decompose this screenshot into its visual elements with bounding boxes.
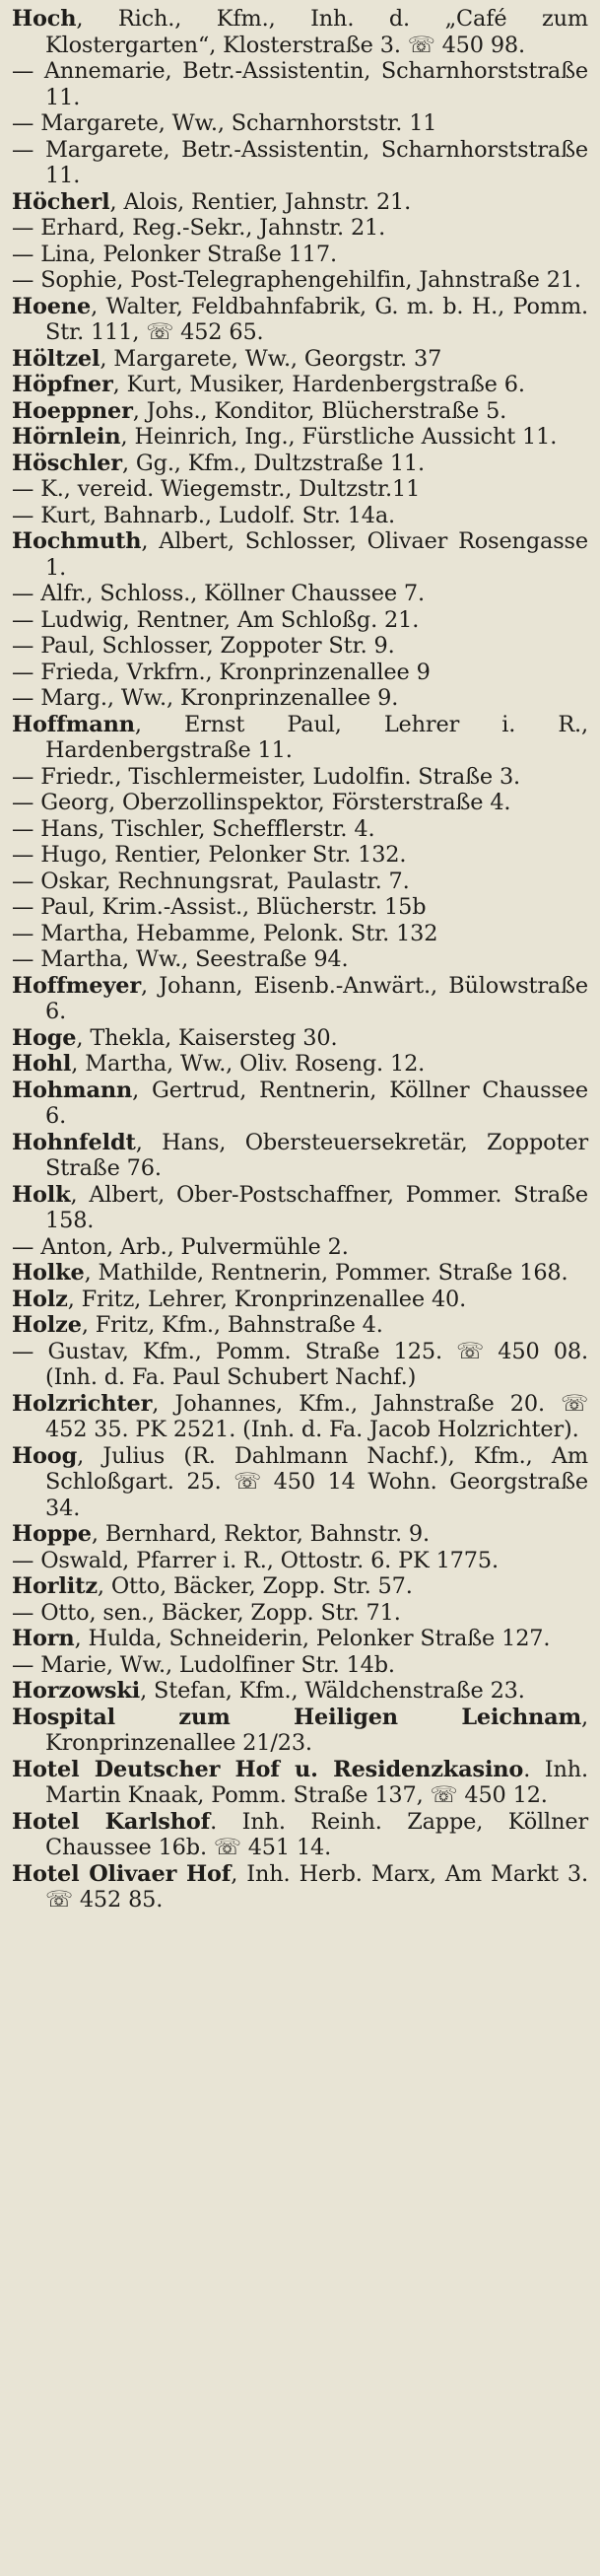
- directory-entry: [12, 346, 588, 373]
- directory-entry: [12, 1705, 588, 1757]
- directory-entry: [12, 398, 588, 425]
- entry-details: , Fritz, Kfm., Bahnstraße 4.: [81, 1312, 383, 1338]
- entry-surname: Hoppe: [12, 1521, 92, 1547]
- entry-details: , Albert, Ober-Postschaffner, Pommer. Straße 158.: [45, 1181, 588, 1233]
- entry-details: — Friedr., Tischlermeister, Ludolfin. Straße 3.: [12, 763, 521, 790]
- directory-entry: [12, 712, 588, 764]
- directory-entry: [12, 1861, 588, 1914]
- directory-entry: [12, 1757, 588, 1809]
- directory-entry: [12, 503, 588, 529]
- entry-details: . Inh. Martin Knaak, Pomm. Straße 137, ☏ 450 12.: [45, 1756, 588, 1808]
- entry-details: — Gustav, Kfm., Pomm. Straße 125. ☏ 450 08. (Inh. d. Fa. Paul Schubert Nachf.): [12, 1338, 588, 1390]
- entry-details: — Martha, Ww., Seestraße 94.: [12, 946, 349, 972]
- directory-entry: [12, 1339, 588, 1391]
- entry-surname: Hoog: [12, 1442, 78, 1469]
- entry-details: — Annemarie, Betr.-Assistentin, Scharnhorststraße 11.: [12, 58, 588, 110]
- entry-details: — Erhard, Reg.-Sekr., Jahnstr. 21.: [12, 215, 386, 241]
- entry-details: — Oskar, Rechnungsrat, Paulastr. 7.: [12, 868, 410, 894]
- directory-entry: [12, 476, 588, 503]
- entry-details: , Martha, Ww., Oliv. Roseng. 12.: [71, 1051, 426, 1077]
- directory-entry: [12, 1626, 588, 1652]
- entry-surname: Holze: [12, 1312, 82, 1338]
- entry-details: — Margarete, Betr.-Assistentin, Scharnhorststraße 11.: [12, 136, 588, 188]
- directory-entry: [12, 894, 588, 921]
- directory-entry: [12, 242, 588, 268]
- directory-entry: [12, 137, 588, 189]
- entry-surname: Höpfner: [12, 372, 113, 397]
- directory-entry: [12, 1809, 588, 1861]
- entry-details: , Johs., Konditor, Blücherstraße 5.: [132, 397, 507, 424]
- directory-entry: [12, 1287, 588, 1313]
- entry-details: , Hulda, Schneiderin, Pelonker Straße 127.: [74, 1626, 551, 1651]
- directory-entry: [12, 1678, 588, 1705]
- entry-surname: Horzowski: [12, 1678, 141, 1704]
- entry-surname: Holz: [12, 1286, 68, 1312]
- entry-details: — Martha, Hebamme, Pelonk. Str. 132: [12, 920, 438, 946]
- directory-entry: [12, 1391, 588, 1443]
- entry-details: — Paul, Schlosser, Zoppoter Str. 9.: [12, 633, 395, 659]
- entry-surname: Hoeppner: [12, 397, 133, 424]
- entry-details: , Kurt, Musiker, Hardenbergstraße 6.: [112, 372, 525, 397]
- entry-surname: Hotel Deutscher Hof u. Residenzkasino: [12, 1756, 524, 1782]
- directory-entry: [12, 1312, 588, 1339]
- directory-entry: [12, 633, 588, 660]
- entry-surname: Hoffmeyer: [12, 972, 141, 999]
- directory-entry: [12, 946, 588, 973]
- directory-entry: [12, 1078, 588, 1130]
- entry-details: — Oswald, Pfarrer i. R., Ottostr. 6. PK 1775.: [12, 1547, 499, 1573]
- entry-surname: Höschler: [12, 450, 122, 476]
- directory-entry: [12, 1521, 588, 1548]
- entry-surname: Horn: [12, 1626, 75, 1651]
- entry-details: — Lina, Pelonker Straße 117.: [12, 241, 337, 267]
- directory-entry: [12, 842, 588, 869]
- directory-entry: [12, 1130, 588, 1182]
- entry-surname: Hotel Olivaer Hof: [12, 1860, 232, 1887]
- entry-details: — K., vereid. Wiegemstr., Dultzstr.11: [12, 476, 421, 502]
- entry-details: , Gertrud, Rentnerin, Köllner Chaussee 6.: [45, 1077, 588, 1129]
- entry-details: , Kronprinzenallee 21/23.: [45, 1704, 588, 1756]
- entry-details: , Johann, Eisenb.-Anwärt., Bülowstraße 6.: [45, 972, 588, 1024]
- directory-entry: [12, 528, 588, 581]
- directory-entry: [12, 1652, 588, 1679]
- directory-entry: [12, 607, 588, 634]
- entry-details: . Inh. Reinh. Zappe, Köllner Chaussee 16b. ☏ 451 14.: [45, 1808, 588, 1860]
- entry-details: — Frieda, Vrkfrn., Kronprinzenallee 9: [12, 659, 431, 685]
- directory-entry: [12, 6, 588, 58]
- entry-surname: Hohnfeldt: [12, 1129, 136, 1155]
- entry-details: , Stefan, Kfm., Wäldchenstraße 23.: [140, 1678, 525, 1704]
- entry-surname: Horlitz: [12, 1573, 98, 1599]
- entry-details: , Inh. Herb. Marx, Am Markt 3. ☏ 452 85.: [45, 1860, 588, 1913]
- entry-details: , Bernhard, Rektor, Bahnstr. 9.: [91, 1521, 430, 1547]
- entry-surname: Höltzel: [12, 345, 100, 372]
- entry-details: — Marie, Ww., Ludolfiner Str. 14b.: [12, 1651, 395, 1678]
- entry-surname: Holzrichter: [12, 1390, 153, 1417]
- entry-details: , Ernst Paul, Lehrer i. R., Hardenbergstraße 11.: [45, 711, 588, 763]
- directory-entry: [12, 58, 588, 110]
- entry-details: , Rich., Kfm., Inh. d. „Café zum Klostergarten“, Klosterstraße 3. ☏ 450 98.: [45, 6, 588, 58]
- entry-surname: Hörnlein: [12, 424, 121, 450]
- entry-details: — Sophie, Post-Telegraphengehilfin, Jahnstraße 21.: [12, 267, 581, 293]
- entry-details: — Hugo, Rentier, Pelonker Str. 132.: [12, 842, 407, 868]
- entry-details: — Anton, Arb., Pulvermühle 2.: [12, 1233, 349, 1260]
- directory-entry: [12, 424, 588, 451]
- directory-entry: [12, 764, 588, 791]
- entry-details: — Margarete, Ww., Scharnhorststr. 11: [12, 110, 437, 136]
- directory-entry: [12, 1573, 588, 1600]
- directory-entry: [12, 215, 588, 242]
- entry-details: , Alois, Rentier, Jahnstr. 21.: [109, 188, 412, 215]
- entry-details: , Albert, Schlosser, Olivaer Rosengasse 1.: [45, 528, 588, 581]
- entry-surname: Hoge: [12, 1024, 77, 1051]
- directory-entry: [12, 660, 588, 686]
- entry-details: , Gg., Kfm., Dultzstraße 11.: [121, 450, 425, 476]
- directory-entry: [12, 189, 588, 216]
- directory-entry: [12, 294, 588, 346]
- entry-details: — Paul, Krim.-Assist., Blücherstr. 15b: [12, 894, 427, 920]
- entry-details: , Hans, Obersteuersekretär, Zoppoter Straße 76.: [45, 1129, 588, 1181]
- entry-details: — Marg., Ww., Kronprinzenallee 9.: [12, 685, 399, 711]
- entry-surname: Hochmuth: [12, 528, 142, 554]
- directory-entry: [12, 1234, 588, 1261]
- directory-entry: [12, 973, 588, 1025]
- entry-surname: Holke: [12, 1260, 85, 1286]
- entry-details: — Alfr., Schloss., Köllner Chaussee 7.: [12, 581, 425, 606]
- entry-details: , Margarete, Ww., Georgstr. 37: [100, 345, 442, 372]
- entry-surname: Hohmann: [12, 1077, 133, 1103]
- directory-entry: [12, 1260, 588, 1287]
- entry-details: — Georg, Oberzollinspektor, Försterstraße 4.: [12, 790, 511, 815]
- directory-entry: [12, 921, 588, 947]
- entry-surname: Holk: [12, 1181, 71, 1208]
- directory-entry: [12, 1548, 588, 1574]
- entry-details: , Fritz, Lehrer, Kronprinzenallee 40.: [67, 1286, 467, 1312]
- directory-entry: [12, 685, 588, 712]
- entry-details: , Julius (R. Dahlmann Nachf.), Kfm., Am Schloßgart. 25. ☏ 450 14 Wohn. Georgstraße 34.: [45, 1442, 588, 1521]
- entry-details: — Otto, sen., Bäcker, Zopp. Str. 71.: [12, 1599, 401, 1626]
- entry-surname: Hoffmann: [12, 711, 135, 737]
- entry-details: — Kurt, Bahnarb., Ludolf. Str. 14a.: [12, 502, 395, 528]
- directory-entries: [12, 6, 588, 1914]
- entry-surname: Hotel Karlshof: [12, 1808, 211, 1835]
- entry-surname: Hoene: [12, 293, 92, 319]
- entry-surname: Hoch: [12, 6, 77, 32]
- directory-entry: [12, 581, 588, 607]
- entry-details: , Thekla, Kaisersteg 30.: [76, 1024, 338, 1051]
- directory-entry: [12, 267, 588, 294]
- directory-entry: [12, 816, 588, 843]
- directory-entry: [12, 1600, 588, 1627]
- directory-entry: [12, 1051, 588, 1078]
- directory-entry: [12, 790, 588, 816]
- entry-surname: Hospital zum Heiligen Leichnam: [12, 1704, 582, 1730]
- entry-details: , Mathilde, Rentnerin, Pommer. Straße 168.: [84, 1260, 568, 1286]
- directory-entry: [12, 869, 588, 895]
- entry-details: , Johannes, Kfm., Jahnstraße 20. ☏ 452 35. PK 2521. (Inh. d. Fa. Jacob Holzrichter).: [45, 1390, 588, 1442]
- entry-details: — Ludwig, Rentner, Am Schloßg. 21.: [12, 606, 420, 633]
- directory-entry: [12, 110, 588, 137]
- entry-details: , Otto, Bäcker, Zopp. Str. 57.: [97, 1573, 413, 1599]
- entry-details: , Walter, Feldbahnfabrik, G. m. b. H., Pomm. Str. 111, ☏ 452 65.: [45, 293, 588, 345]
- entry-details: , Heinrich, Ing., Fürstliche Aussicht 11.: [120, 424, 558, 450]
- entry-surname: Hohl: [12, 1051, 72, 1077]
- directory-entry: [12, 1443, 588, 1522]
- entry-details: — Hans, Tischler, Schefflerstr. 4.: [12, 815, 375, 842]
- directory-entry: [12, 1182, 588, 1234]
- directory-entry: [12, 451, 588, 477]
- entry-surname: Höcherl: [12, 188, 110, 215]
- directory-entry: [12, 372, 588, 398]
- directory-entry: [12, 1025, 588, 1052]
